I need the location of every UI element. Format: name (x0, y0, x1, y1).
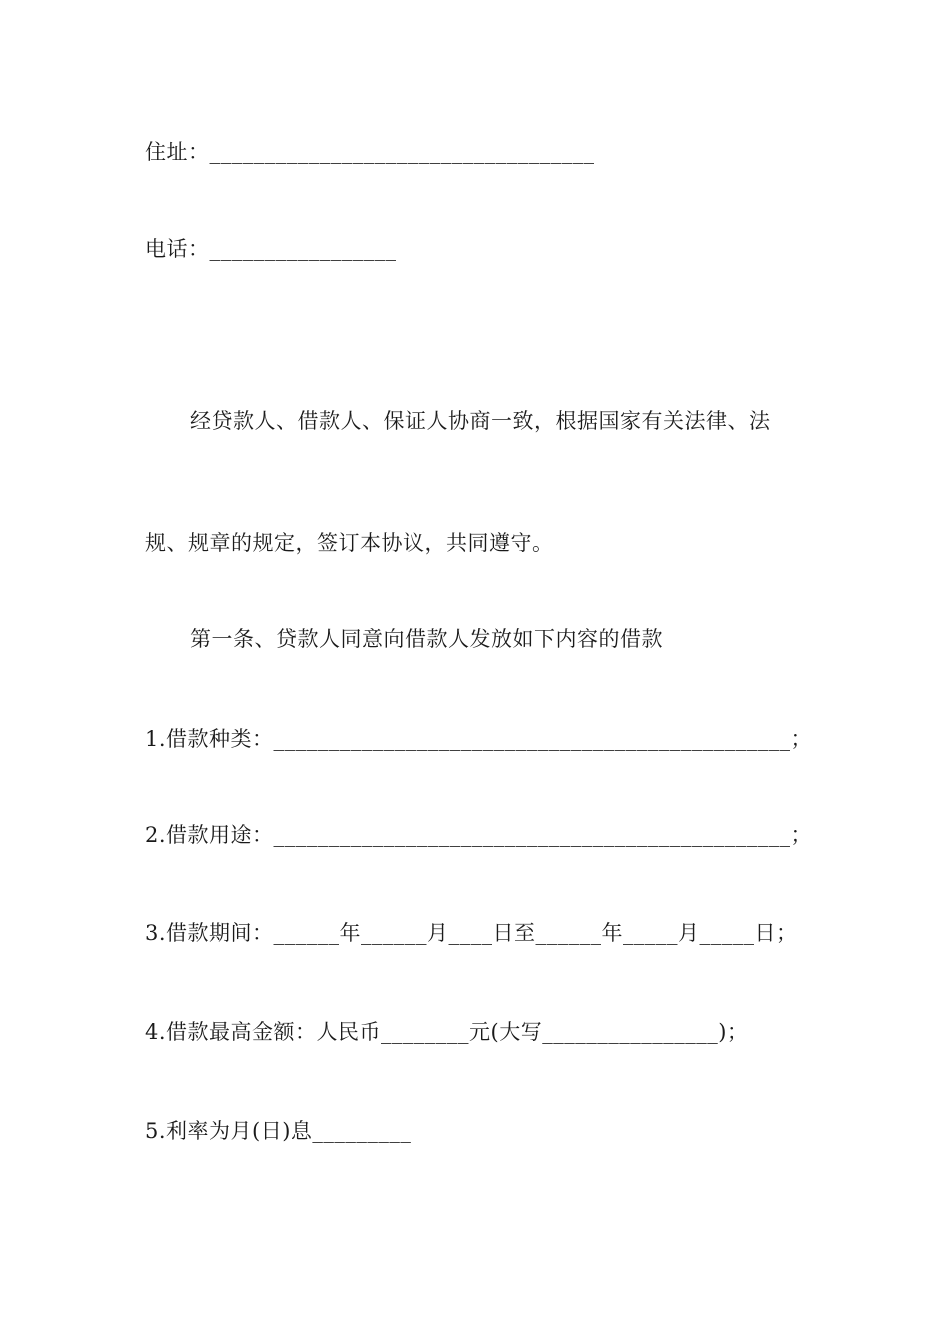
preamble-paragraph-line-1: 经贷款人、借款人、保证人协商一致，根据国家有关法律、法 (190, 409, 771, 433)
article-1-heading: 第一条、贷款人同意向借款人发放如下内容的借款 (190, 627, 663, 651)
loan-type-field-line: 1.借款种类：_______________________________________________； (145, 727, 813, 751)
preamble-paragraph-line-2: 规、规章的规定，签订本协议，共同遵守。 (145, 531, 554, 555)
address-field-line: 住址：___________________________________ (145, 140, 595, 164)
phone-field-line: 电话：_________________ (145, 237, 397, 261)
loan-max-amount-field-line: 4.借款最高金额：人民币________元(大写________________)； (145, 1020, 749, 1044)
interest-rate-field-line: 5.利率为月(日)息_________ (145, 1119, 412, 1143)
loan-purpose-field-line: 2.借款用途：_______________________________________________； (145, 823, 813, 847)
loan-period-field-line: 3.借款期间：______年______月____日至______年_____月_____日； (145, 921, 798, 945)
